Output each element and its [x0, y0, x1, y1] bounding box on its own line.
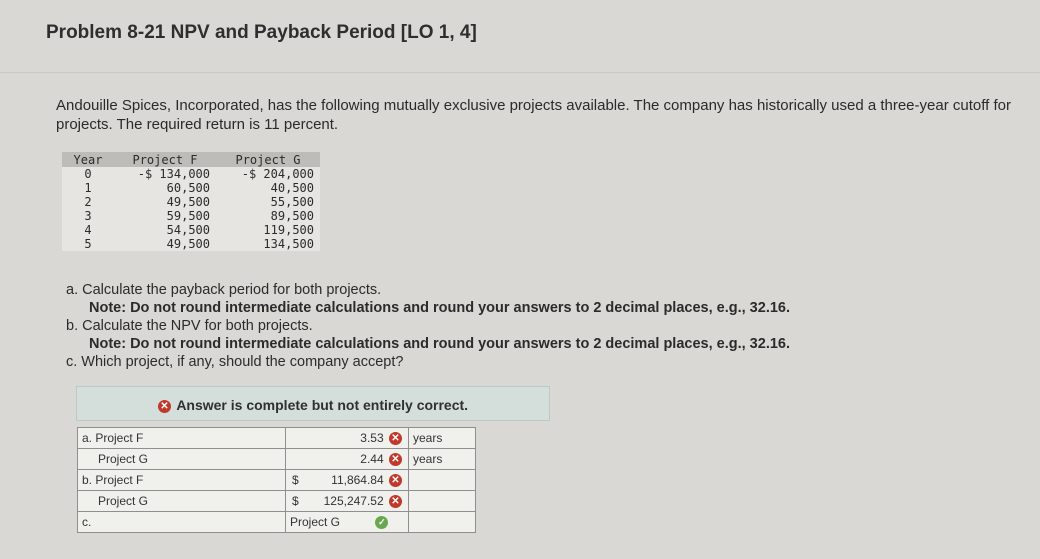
- answer-row-b-g: [78, 491, 476, 512]
- answer-status-text: Answer is complete but not entirely correct.: [176, 397, 469, 413]
- year-cell: 0: [84, 167, 92, 181]
- header-project-g: Project G: [216, 152, 320, 167]
- year-cell: 5: [84, 237, 92, 251]
- answer-value: Project G: [290, 514, 341, 529]
- project-g-cell: 55,500: [270, 195, 314, 209]
- table-row: [62, 167, 320, 181]
- year-cell: 3: [84, 209, 92, 223]
- npv-g-input[interactable]: [286, 491, 409, 512]
- answer-row-a-g: [78, 449, 476, 470]
- header-year: Year: [62, 152, 114, 167]
- table-row: [62, 237, 320, 251]
- project-g-cell: 119,500: [263, 223, 314, 237]
- answer-value: 11,864.84: [331, 472, 384, 487]
- problem-title: Problem 8-21 NPV and Payback Period [LO 1, 4]: [46, 22, 477, 43]
- answer-row-c: [78, 512, 476, 533]
- project-choice-select[interactable]: [286, 512, 409, 533]
- cash-flow-header-row: [62, 152, 320, 167]
- answer-value: 2.44: [360, 451, 384, 466]
- answer-status-banner: [76, 397, 548, 413]
- question-b-note: Note: Do not round intermediate calculations and round your answers to 2 decimal places, e.g., 32.16.: [89, 336, 790, 352]
- answer-table: [77, 427, 476, 533]
- project-f-cell: -$ 134,000: [137, 167, 210, 181]
- question-list: [66, 281, 966, 371]
- project-f-cell: 49,500: [166, 195, 210, 209]
- currency-symbol: $: [292, 473, 299, 487]
- table-row: [62, 181, 320, 195]
- currency-symbol: $: [292, 494, 299, 508]
- project-g-cell: 40,500: [270, 181, 314, 195]
- incorrect-icon: ✕: [158, 400, 171, 413]
- answer-row-b-f: [78, 470, 476, 491]
- empty-unit-cell: [409, 491, 476, 512]
- project-g-cell: 134,500: [263, 237, 314, 251]
- correct-check-icon: ✓: [375, 516, 388, 529]
- question-a-note: Note: Do not round intermediate calculations and round your answers to 2 decimal places, e.g., 32.16.: [89, 300, 790, 316]
- answer-row-a-f: [78, 428, 476, 449]
- answer-value: 125,247.52: [323, 493, 384, 508]
- incorrect-icon: ✕: [389, 495, 402, 508]
- header-project-f: Project F: [114, 152, 216, 167]
- project-g-cell: 89,500: [270, 209, 314, 223]
- answer-label: Project G: [78, 491, 286, 512]
- answer-value: 3.53: [360, 430, 384, 445]
- project-g-cell: -$ 204,000: [241, 167, 314, 181]
- answer-unit: years: [409, 449, 476, 470]
- project-f-cell: 49,500: [166, 237, 210, 251]
- incorrect-icon: ✕: [389, 432, 402, 445]
- incorrect-icon: ✕: [389, 474, 402, 487]
- payback-f-input[interactable]: [286, 428, 409, 449]
- question-c: c. Which project, if any, should the company accept?: [66, 354, 404, 370]
- divider: [0, 72, 1040, 73]
- payback-g-input[interactable]: [286, 449, 409, 470]
- project-f-cell: 54,500: [166, 223, 210, 237]
- problem-intro: Andouille Spices, Incorporated, has the following mutually exclusive projects available. The company has historically used a three-year cutoff for projects. The required return is 11 percent.: [56, 97, 1011, 133]
- cash-flow-table: [62, 152, 320, 251]
- question-a: a. Calculate the payback period for both projects.: [66, 282, 382, 298]
- empty-unit-cell: [409, 512, 476, 533]
- answer-label: c.: [78, 512, 286, 533]
- table-row: [62, 195, 320, 209]
- answer-label: Project G: [78, 449, 286, 470]
- answer-label: b. Project F: [78, 470, 286, 491]
- empty-unit-cell: [409, 470, 476, 491]
- project-f-cell: 59,500: [166, 209, 210, 223]
- table-row: [62, 223, 320, 237]
- incorrect-icon: ✕: [389, 453, 402, 466]
- answer-label: a. Project F: [78, 428, 286, 449]
- project-f-cell: 60,500: [166, 181, 210, 195]
- answer-unit: years: [409, 428, 476, 449]
- year-cell: 4: [84, 223, 92, 237]
- year-cell: 1: [84, 181, 92, 195]
- npv-f-input[interactable]: [286, 470, 409, 491]
- year-cell: 2: [84, 195, 92, 209]
- question-b: b. Calculate the NPV for both projects.: [66, 318, 313, 334]
- table-row: [62, 209, 320, 223]
